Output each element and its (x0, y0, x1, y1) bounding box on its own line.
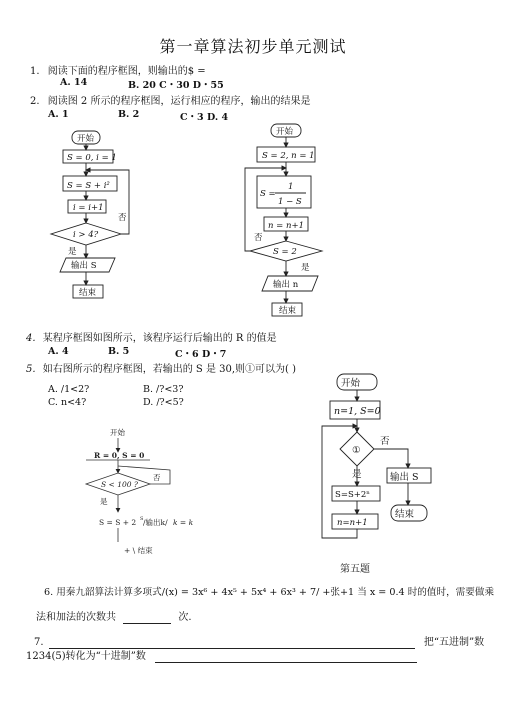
question-7-line2-text: 1234(5)转化为“十进制”数 (26, 651, 146, 662)
fc2-init-label: S = 2, n = 1 (262, 151, 315, 161)
fc5-body-label: S=S+2ⁿ (335, 490, 370, 500)
fc4-end-label: + \ 结束 (124, 546, 153, 555)
fc4-output-label: /输出k/ (143, 518, 168, 527)
fc4-inc-label: k = k (173, 518, 194, 527)
fc4-yes-label: 是 (100, 497, 108, 506)
question-1-option-bcd: B. 20 C・30 D・55 (128, 80, 224, 91)
fc5-cond-label: ① (352, 445, 361, 456)
fc4-init-label: R = 0, S = 0 (94, 451, 145, 460)
fc2-inc-label: n = n+1 (268, 221, 305, 231)
question-6-text2: 法和加法的次数共 (36, 612, 116, 623)
question-5-option-c: C. n<4? (48, 397, 87, 408)
fc5-no-label: 否 (380, 436, 390, 447)
question-1-number: 1. (30, 66, 40, 77)
fc1-no-label: 否 (118, 213, 127, 223)
question-5-number: 5. (26, 364, 36, 375)
question-2-option-cd: C・3 D. 4 (180, 112, 229, 123)
question-4-option-b: B. 5 (108, 346, 130, 357)
question-7-tail: 把“五进制”数 (423, 637, 485, 648)
question-5-option-d: D. /?<5? (143, 397, 184, 408)
fc5-output-label: 输出 S (390, 472, 419, 483)
fc2-frac-num: 1 (288, 182, 294, 192)
fc1-init-label: S = 0, i = 1 (67, 153, 117, 163)
page-title: 第一章算法初步单元测试 (159, 37, 347, 56)
question-6-blank[interactable] (123, 612, 171, 624)
question-7-number: 7. (34, 637, 44, 648)
question-7-blank-2[interactable] (155, 651, 417, 663)
fc4-body-label: S = S + 2 (99, 518, 137, 527)
fc2-output-label: 输出 n (273, 280, 299, 290)
fc1-start-label: 开始 (77, 134, 95, 144)
fc2-assign-left: S = (260, 189, 276, 199)
fc1-end-label: 结束 (79, 288, 97, 298)
question-2-text: 阅读图 2 所示的程序框图，运行相应的程序，输出的结果是 (47, 96, 311, 107)
question-6-text: 6. 用秦九韶算法计算多项式/(x) = 3x⁶ + 4x⁵ + 5x⁴ + 6x³ + 7/ +张+1 当 x = 0.4 时的值时，需要做乘 (44, 587, 495, 598)
fc2-frac-den: 1 − S (278, 197, 302, 207)
question-5-option-a: A. /1<2? (48, 384, 90, 395)
question-6-tail: 次. (178, 612, 192, 623)
fc4-body-exp: S (140, 516, 144, 522)
question-1-text: 阅读下面的程序框图，则输出的$ = (47, 66, 206, 77)
fc2-start-label: 开始 (276, 127, 294, 137)
question-5-option-b: B. /?<3? (143, 384, 184, 395)
question-4-number: 4. (26, 333, 36, 344)
fc2-cond-label: S = 2 (273, 247, 297, 257)
fc1-output-label: 输出 S (71, 261, 97, 271)
question-5-text: 如右图所示的程序框图，若输出的 S 是 30,则①可以为( ) (42, 364, 297, 375)
fc1-cond-label: i > 4? (73, 230, 99, 240)
question-2-number: 2. (30, 96, 40, 107)
fc5-start-label: 开始 (341, 378, 361, 389)
fc5-yes-label: 是 (352, 469, 362, 480)
question-7-line2 (26, 647, 417, 663)
question-1-option-a: A. 14 (60, 77, 88, 88)
question-2-option-a: A. 1 (48, 109, 69, 120)
fc5-init-label: n=1, S=0 (334, 406, 381, 417)
fc2-yes-label: 是 (301, 263, 310, 273)
question-2-option-b: B. 2 (118, 109, 140, 120)
fc5-inc-label: n=n+1 (337, 518, 368, 528)
fc4-cond-label: S < 100 ? (101, 480, 138, 489)
question-4-option-a: A. 4 (48, 346, 69, 357)
question-4-option-cd: C・6 D・7 (175, 349, 227, 360)
fc5-end-label: 结束 (395, 509, 415, 520)
fc1-yes-label: 是 (68, 247, 77, 257)
fc1-inc-label: i = i+1 (73, 203, 104, 213)
fc5-caption: 第五题 (340, 564, 370, 575)
fc2-no-label: 否 (254, 233, 263, 243)
question-6-line2 (36, 608, 192, 624)
fc4-start-label: 开始 (110, 428, 125, 437)
question-4-text: 某程序框图如图所示，该程序运行后输出的 R 的值是 (42, 333, 277, 344)
fc1-sum-label: S = S + i² (67, 181, 110, 191)
fc2-end-label: 结束 (279, 306, 297, 316)
fc4-no-label: 否 (153, 473, 161, 482)
